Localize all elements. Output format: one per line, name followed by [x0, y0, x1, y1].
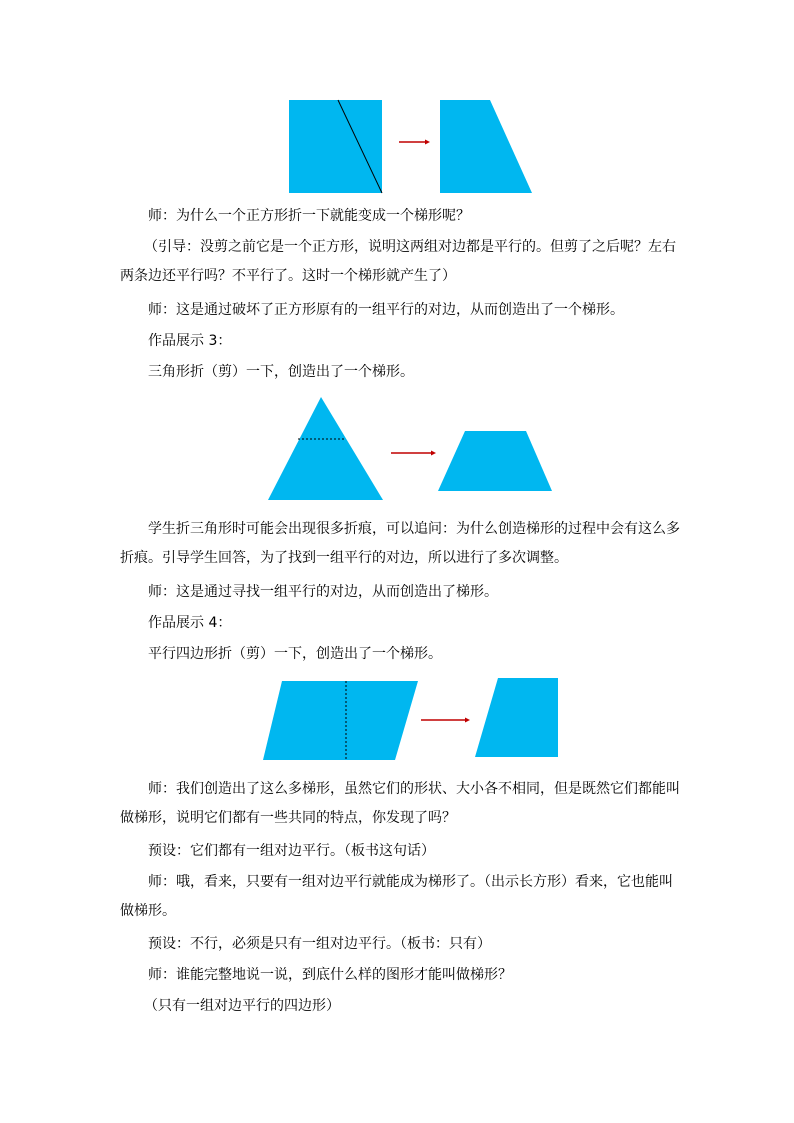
parallelogram-shape	[263, 681, 418, 760]
figure-square-to-trapezoid	[280, 92, 540, 202]
triangle-shape	[268, 397, 383, 500]
paragraph-4: 作品展示 3：	[148, 333, 232, 349]
paragraph-5: 三角形折（剪）一下，创造出了一个梯形。	[148, 364, 414, 380]
paragraph-10: 师：我们创造出了这么多梯形，虽然它们的形状、大小各不相同，但是既然它们都能叫做梯形，说明它们都有一些共同的特点，你发现了吗？	[120, 781, 680, 826]
trapezoid-result-2	[438, 431, 552, 491]
paragraph-12: 师：哦，看来，只要有一组对边平行就能成为梯形了。（出示长方形）看来，它也能叫做梯形。	[120, 874, 673, 919]
paragraph-13: 预设：不行，必须是只有一组对边平行。（板书：只有）	[148, 936, 491, 952]
paragraph-3: 师：这是通过破坏了正方形原有的一组平行的对边，从而创造出了一个梯形。	[148, 302, 624, 318]
trapezoid-result-1	[440, 100, 532, 193]
arrow-icon	[391, 451, 436, 456]
paragraph-7: 师：这是通过寻找一组平行的对边，从而创造出了梯形。	[148, 584, 498, 600]
paragraph-11: 预设：它们都有一组对边平行。（板书这句话）	[148, 843, 435, 859]
paragraph-8: 作品展示 4：	[148, 615, 232, 631]
square-shape	[289, 100, 382, 193]
arrow-icon	[421, 718, 470, 723]
paragraph-15: （只有一组对边平行的四边形）	[144, 998, 340, 1014]
paragraph-1: 师：为什么一个正方形折一下就能变成一个梯形呢？	[148, 208, 470, 224]
trapezoid-result-3	[475, 678, 558, 757]
figure-triangle-to-trapezoid	[262, 392, 562, 504]
paragraph-14: 师：谁能完整地说一说，到底什么样的图形才能叫做梯形？	[148, 967, 512, 983]
arrow-icon	[399, 140, 430, 145]
paragraph-2: （引导：没剪之前它是一个正方形，说明这两组对边都是平行的。但剪了之后呢？左右两条边还平行吗？不平行了。这时一个梯形就产生了）	[120, 239, 676, 284]
paragraph-9: 平行四边形折（剪）一下，创造出了一个梯形。	[148, 646, 442, 662]
figure-parallelogram-to-trapezoid	[258, 672, 566, 766]
paragraph-6: 学生折三角形时可能会出现很多折痕，可以追问：为什么创造梯形的过程中会有这么多折痕。引导学生回答，为了找到一组平行的对边，所以进行了多次调整。	[120, 521, 680, 566]
